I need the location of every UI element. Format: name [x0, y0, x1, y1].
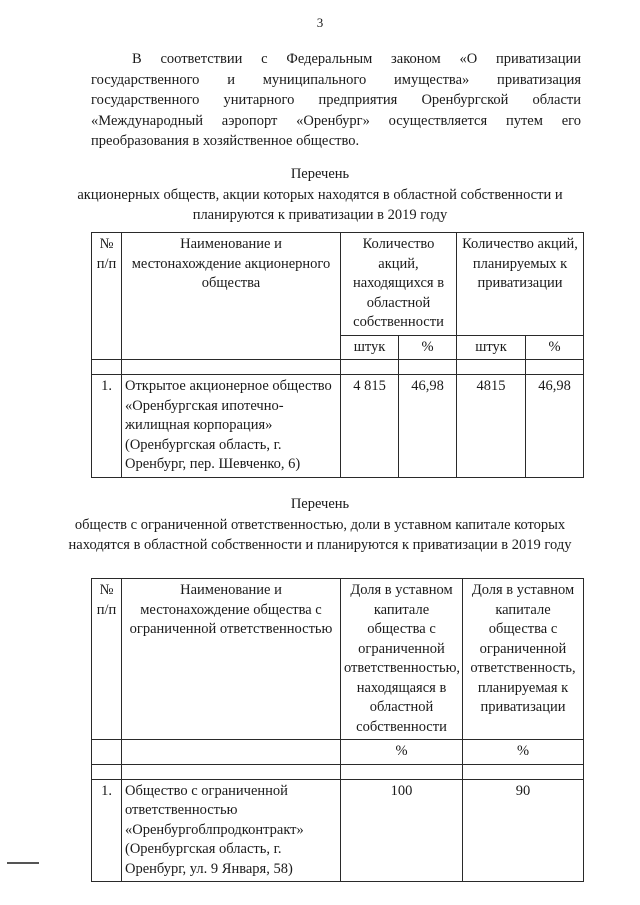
unit-pcs-owned: штук [341, 335, 399, 360]
list2-title [60, 494, 580, 556]
header-name: Наименование и местонахождение общества с ограниченной ответственностью [122, 579, 341, 740]
unit-pct-planned: % [463, 740, 584, 765]
row-planned-pct: 46,98 [526, 375, 584, 478]
row-company-name: Открытое акционерное общество «Оренбургская ипотечно-жилищная корпорация» (Оренбургская область, г. Оренбург, пер. Шевченко, 6) [122, 375, 341, 478]
unit-pcs-planned: штук [457, 335, 526, 360]
list1-title-subheading: акционерных обществ, акции которых находятся в областной собственности и планируются к приватизации в 2019 году [77, 186, 563, 223]
row-owned-pct: 100 [341, 779, 463, 882]
header-num: № п/п [92, 233, 122, 360]
row-num: 1. [92, 375, 122, 478]
header-planned: Доля в уставном капитале общества с ограниченной ответственность, планируемая к приватизации [463, 579, 584, 740]
row-num: 1. [92, 779, 122, 882]
row-owned-pcs: 4 815 [341, 375, 399, 478]
header-owned: Количество акций, находящихся в областной собственности [341, 233, 457, 336]
list1-title [60, 164, 580, 226]
llc-table [91, 578, 584, 882]
table-row [92, 779, 584, 882]
joint-stock-companies-table [91, 232, 584, 478]
table-unit-row [92, 740, 584, 765]
unit-pct-owned: % [399, 335, 457, 360]
header-owned: Доля в уставном капитале общества с ограниченной ответственностью, находящаяся в областной собственности [341, 579, 463, 740]
list2-title-subheading: обществ с ограниченной ответственностью, доли в уставном капитале которых находятся в областной собственности и планируются к приватизации в 2019 году [68, 516, 572, 553]
list1-title-heading: Перечень [290, 166, 350, 182]
unit-pct-planned: % [526, 335, 584, 360]
margin-mark [7, 862, 39, 864]
table-spacer-row [92, 360, 584, 375]
intro-paragraph: В соответствии с Федеральным законом «О приватизации государственного и муниципального имущества» приватизация государственного унитарного предприятия Оренбургской области «Международный аэропорт «Оренбург» осуществляется путем его преобразования в хозяйственное общество. [91, 51, 581, 149]
page-number: 3 [316, 15, 324, 30]
header-num: № п/п [92, 579, 122, 740]
table-header-row [92, 579, 584, 740]
table-spacer-row [92, 764, 584, 779]
header-name: Наименование и местонахождение акционерного общества [122, 233, 341, 360]
row-planned-pct: 90 [463, 779, 584, 882]
header-planned: Количество акций, планируемых к приватизации [457, 233, 584, 336]
list2-title-heading: Перечень [290, 496, 350, 512]
row-company-name: Общество с ограниченной ответственностью «Оренбургоблпродконтракт» (Оренбургская область, г. Оренбург, ул. 9 Января, 58) [122, 779, 341, 882]
table-row [92, 375, 584, 478]
unit-pct-owned: % [341, 740, 463, 765]
row-planned-pcs: 4815 [457, 375, 526, 478]
table-header-row [92, 233, 584, 336]
row-owned-pct: 46,98 [399, 375, 457, 478]
